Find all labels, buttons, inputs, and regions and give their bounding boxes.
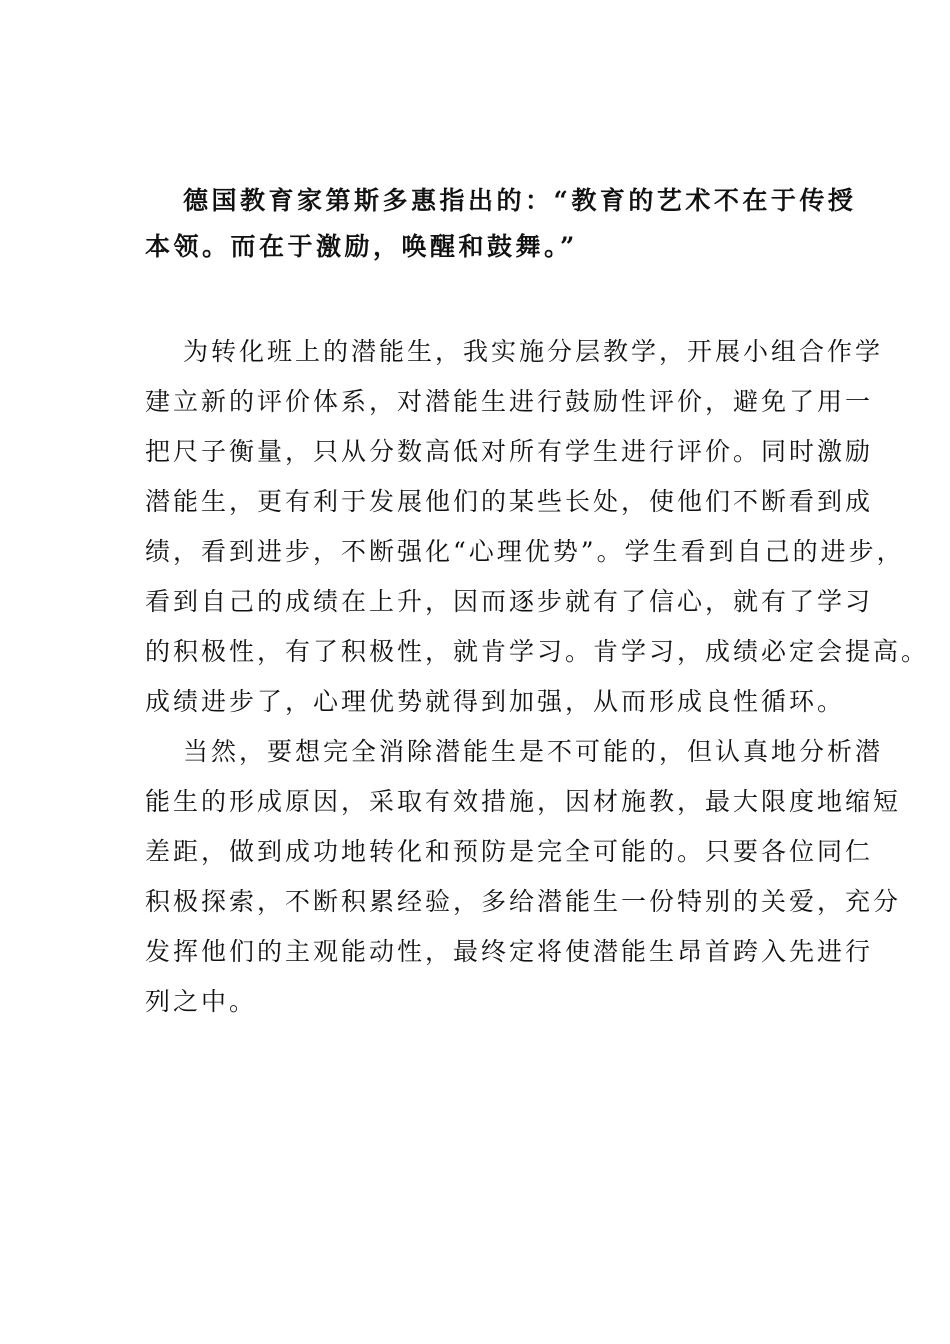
paragraph-line: 把尺子衡量，只从分数高低对所有学生进行评价。同时激励 xyxy=(145,437,874,466)
paragraph-line: 潜能生，更有利于发展他们的某些长处，使他们不断看到成 xyxy=(145,487,874,516)
paragraph-line: 差距，做到成功地转化和预防是完全可能的。只要各位同仁 xyxy=(145,837,874,866)
quote-line: 本领。而在于激励，唤醒和鼓舞。” xyxy=(145,232,578,261)
paragraph-line: 建立新的评价体系，对潜能生进行鼓励性评价，避免了用一 xyxy=(145,387,874,416)
paragraph-line: 列之中。 xyxy=(145,987,258,1016)
paragraph-line: 发挥他们的主观能动性，最终定将使潜能生昂首跨入先进行 xyxy=(145,937,874,966)
paragraph-line: 当然，要想完全消除潜能生是不可能的，但认真地分析潜 xyxy=(183,737,884,766)
paragraph-line: 为转化班上的潜能生，我实施分层教学，开展小组合作学 xyxy=(183,337,884,366)
paragraph-line: 积极探索，不断积累经验，多给潜能生一份特别的关爱，充分 xyxy=(145,887,902,916)
paragraph-line: 的积极性，有了积极性，就肯学习。肯学习，成绩必定会提高。 xyxy=(145,637,930,666)
paragraph-line: 成绩进步了，心理优势就得到加强，从而形成良性循环。 xyxy=(145,687,846,716)
paragraph-line: 能生的形成原因，采取有效措施，因材施教，最大限度地缩短 xyxy=(145,787,902,816)
paragraph-line: 看到自己的成绩在上升，因而逐步就有了信心，就有了学习 xyxy=(145,587,874,616)
quote-line: 德国教育家第斯多惠指出的：“教育的艺术不在于传授 xyxy=(183,186,857,215)
paragraph-line: 绩，看到进步，不断强化“心理优势”。学生看到自己的进步， xyxy=(145,537,905,566)
